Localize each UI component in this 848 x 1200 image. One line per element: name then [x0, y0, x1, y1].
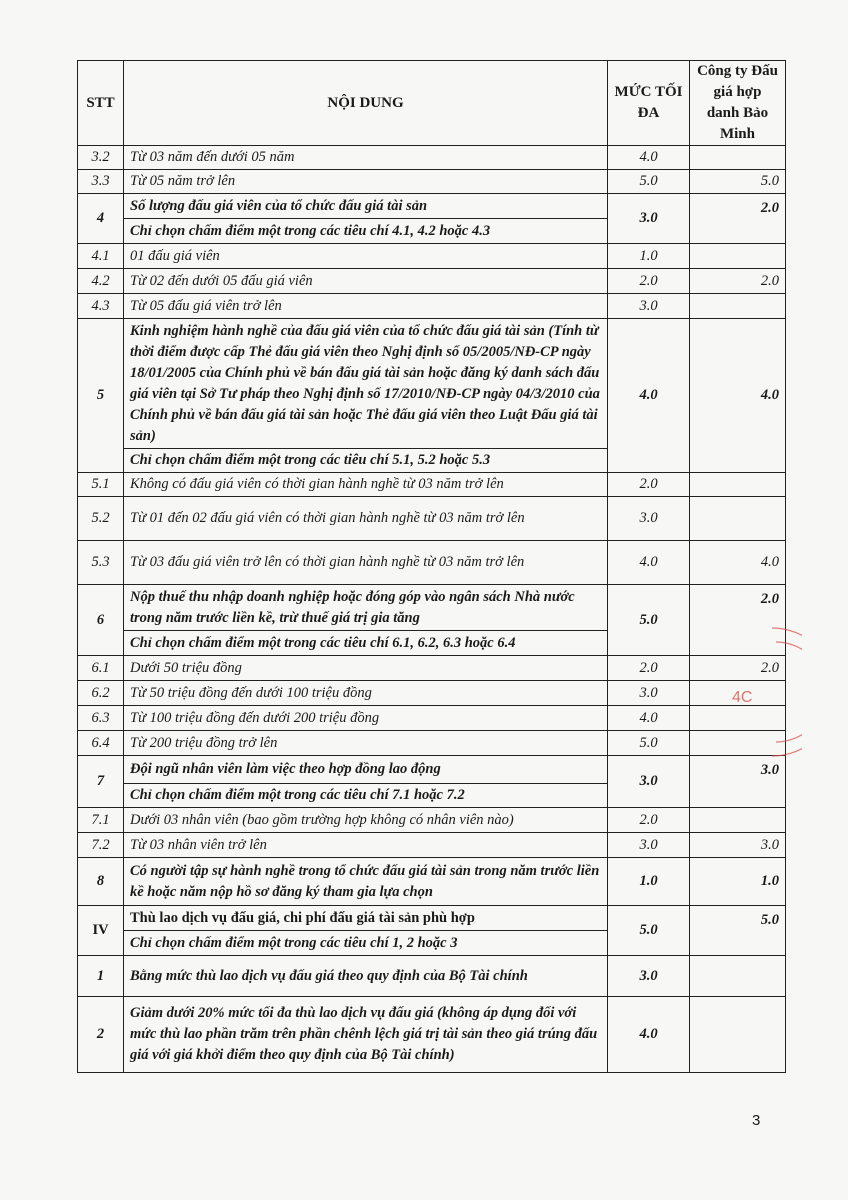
row-score: 5.0 — [690, 906, 786, 956]
header-noi-dung: NỘI DUNG — [124, 61, 608, 146]
table-row — [78, 681, 786, 706]
row-text: Từ 02 đến dưới 05 đấu giá viên — [124, 269, 608, 294]
row-stt: 8 — [78, 858, 124, 906]
row-max: 3.0 — [608, 497, 690, 541]
row-text: Từ 05 đấu giá viên trở lên — [124, 294, 608, 319]
row-text: Dưới 50 triệu đồng — [124, 656, 608, 681]
scoring-table — [77, 60, 786, 1073]
table-header-row — [78, 61, 786, 146]
row-text: Từ 03 đấu giá viên trở lên có thời gian hành nghề từ 03 năm trở lên — [124, 541, 608, 585]
table-row — [78, 808, 786, 833]
row-stt: 3.2 — [78, 146, 124, 170]
row-stt: IV — [78, 906, 124, 956]
row-score — [690, 146, 786, 170]
row-text: Từ 100 triệu đồng đến dưới 200 triệu đồng — [124, 706, 608, 731]
row-stt: 5.1 — [78, 473, 124, 497]
row-text: Thù lao dịch vụ đấu giá, chi phí đấu giá tài sản phù hợp — [124, 906, 608, 931]
row-stt: 5.2 — [78, 497, 124, 541]
row-stt: 6.3 — [78, 706, 124, 731]
row-score: 4.0 — [690, 541, 786, 585]
row-max: 3.0 — [608, 194, 690, 244]
row-score — [690, 997, 786, 1073]
table-row — [78, 858, 786, 906]
table-row — [78, 473, 786, 497]
row-stt: 6.4 — [78, 731, 124, 756]
row-note: Chỉ chọn chấm điểm một trong các tiêu chí 1, 2 hoặc 3 — [124, 931, 608, 956]
row-score: 2.0 — [690, 269, 786, 294]
row-text: Số lượng đấu giá viên của tổ chức đấu giá tài sản — [124, 194, 608, 219]
header-cong-ty: Công ty Đấu giá hợp danh Bảo Minh — [690, 61, 786, 146]
table-row — [78, 319, 786, 449]
row-score: 2.0 — [690, 194, 786, 244]
row-max: 5.0 — [608, 731, 690, 756]
row-score: 1.0 — [690, 858, 786, 906]
table-row — [78, 706, 786, 731]
row-note: Chỉ chọn chấm điểm một trong các tiêu chí 5.1, 5.2 hoặc 5.3 — [124, 449, 608, 473]
row-text: Từ 03 năm đến dưới 05 năm — [124, 146, 608, 170]
row-stt: 5.3 — [78, 541, 124, 585]
row-text: Kinh nghiệm hành nghề của đấu giá viên của tổ chức đấu giá tài sản (Tính từ thời điểm được cấp Thẻ đấu giá viên theo Nghị định số 05/2005/NĐ-CP ngày 18/01/2005 của Chính phủ về bán đấu giá tài sản hoặc đăng ký danh sách đấu giá viên tại Sở Tư pháp theo Nghị định số 17/2010/NĐ-CP ngày 04/3/2010 của Chính phủ về bán đấu giá tài sản hoặc Thẻ đấu giá viên theo Luật Đấu giá tài sản) — [124, 319, 608, 449]
row-score: 5.0 — [690, 170, 786, 194]
row-text: Từ 50 triệu đồng đến dưới 100 triệu đồng — [124, 681, 608, 706]
row-text: Có người tập sự hành nghề trong tổ chức đấu giá tài sản trong năm trước liền kề hoặc năm nộp hồ sơ đăng ký tham gia lựa chọn — [124, 858, 608, 906]
row-max: 2.0 — [608, 656, 690, 681]
row-note: Chỉ chọn chấm điểm một trong các tiêu chí 7.1 hoặc 7.2 — [124, 784, 608, 808]
row-max: 5.0 — [608, 170, 690, 194]
row-note: Chỉ chọn chấm điểm một trong các tiêu chí 6.1, 6.2, 6.3 hoặc 6.4 — [124, 631, 608, 656]
row-max: 2.0 — [608, 808, 690, 833]
row-note: Chỉ chọn chấm điểm một trong các tiêu chí 4.1, 4.2 hoặc 4.3 — [124, 219, 608, 244]
row-max: 3.0 — [608, 294, 690, 319]
row-max: 5.0 — [608, 906, 690, 956]
header-stt: STT — [78, 61, 124, 146]
row-stt: 7 — [78, 756, 124, 808]
row-score — [690, 808, 786, 833]
row-text: 01 đấu giá viên — [124, 244, 608, 269]
row-text: Dưới 03 nhân viên (bao gồm trường hợp không có nhân viên nào) — [124, 808, 608, 833]
row-max: 4.0 — [608, 706, 690, 731]
table-row — [78, 833, 786, 858]
row-stt: 3.3 — [78, 170, 124, 194]
row-stt: 7.1 — [78, 808, 124, 833]
table-row — [78, 585, 786, 631]
row-stt: 7.2 — [78, 833, 124, 858]
table-row — [78, 956, 786, 997]
row-stt: 2 — [78, 997, 124, 1073]
row-max: 2.0 — [608, 269, 690, 294]
row-max: 1.0 — [608, 858, 690, 906]
row-text: Từ 03 nhân viên trở lên — [124, 833, 608, 858]
row-stt: 4.1 — [78, 244, 124, 269]
table-row — [78, 244, 786, 269]
table-row — [78, 541, 786, 585]
row-score: 4.0 — [690, 319, 786, 473]
row-stt: 4 — [78, 194, 124, 244]
page-number: 3 — [752, 1112, 761, 1129]
row-text: Không có đấu giá viên có thời gian hành nghề từ 03 năm trở lên — [124, 473, 608, 497]
table-row — [78, 294, 786, 319]
row-max: 3.0 — [608, 833, 690, 858]
row-stt: 6 — [78, 585, 124, 656]
row-text: Nộp thuế thu nhập doanh nghiệp hoặc đóng góp vào ngân sách Nhà nước trong năm trước liền kề, trừ thuế giá trị gia tăng — [124, 585, 608, 631]
row-max: 4.0 — [608, 146, 690, 170]
row-score: 2.0 — [690, 585, 786, 656]
row-stt: 5 — [78, 319, 124, 473]
table-row — [78, 497, 786, 541]
row-score — [690, 956, 786, 997]
row-stt: 6.1 — [78, 656, 124, 681]
table-row — [78, 997, 786, 1073]
table-row — [78, 731, 786, 756]
table-row — [78, 906, 786, 931]
table-row — [78, 756, 786, 784]
table-row — [78, 194, 786, 219]
row-text: Từ 01 đến 02 đấu giá viên có thời gian hành nghề từ 03 năm trở lên — [124, 497, 608, 541]
row-text: Từ 200 triệu đồng trở lên — [124, 731, 608, 756]
row-score: 3.0 — [690, 833, 786, 858]
row-max: 3.0 — [608, 681, 690, 706]
table-row — [78, 269, 786, 294]
row-max: 3.0 — [608, 756, 690, 808]
row-max: 4.0 — [608, 541, 690, 585]
stamp-mark: 4C — [732, 689, 753, 706]
row-max: 2.0 — [608, 473, 690, 497]
row-stt: 6.2 — [78, 681, 124, 706]
header-muc-toi-da: MỨC TỐI ĐA — [608, 61, 690, 146]
row-max: 4.0 — [608, 997, 690, 1073]
row-text: Từ 05 năm trở lên — [124, 170, 608, 194]
row-score — [690, 497, 786, 541]
row-stt: 1 — [78, 956, 124, 997]
row-score: 2.0 — [690, 656, 786, 681]
row-max: 3.0 — [608, 956, 690, 997]
row-text: Bằng mức thù lao dịch vụ đấu giá theo quy định của Bộ Tài chính — [124, 956, 608, 997]
row-score: 3.0 — [690, 756, 786, 808]
row-max: 4.0 — [608, 319, 690, 473]
row-stt: 4.3 — [78, 294, 124, 319]
row-text: Giảm dưới 20% mức tối đa thù lao dịch vụ đấu giá (không áp dụng đối với mức thù lao phần trăm trên phần chênh lệch giá trị tài sản theo giá trúng đấu giá với giá khởi điểm theo quy định của Bộ Tài chính) — [124, 997, 608, 1073]
table-row — [78, 146, 786, 170]
row-max: 5.0 — [608, 585, 690, 656]
row-score — [690, 473, 786, 497]
row-stt: 4.2 — [78, 269, 124, 294]
row-score — [690, 244, 786, 269]
bank-stamp — [712, 622, 802, 762]
row-max: 1.0 — [608, 244, 690, 269]
row-text: Đội ngũ nhân viên làm việc theo hợp đồng lao động — [124, 756, 608, 784]
row-score — [690, 294, 786, 319]
table-row — [78, 656, 786, 681]
table-row — [78, 170, 786, 194]
